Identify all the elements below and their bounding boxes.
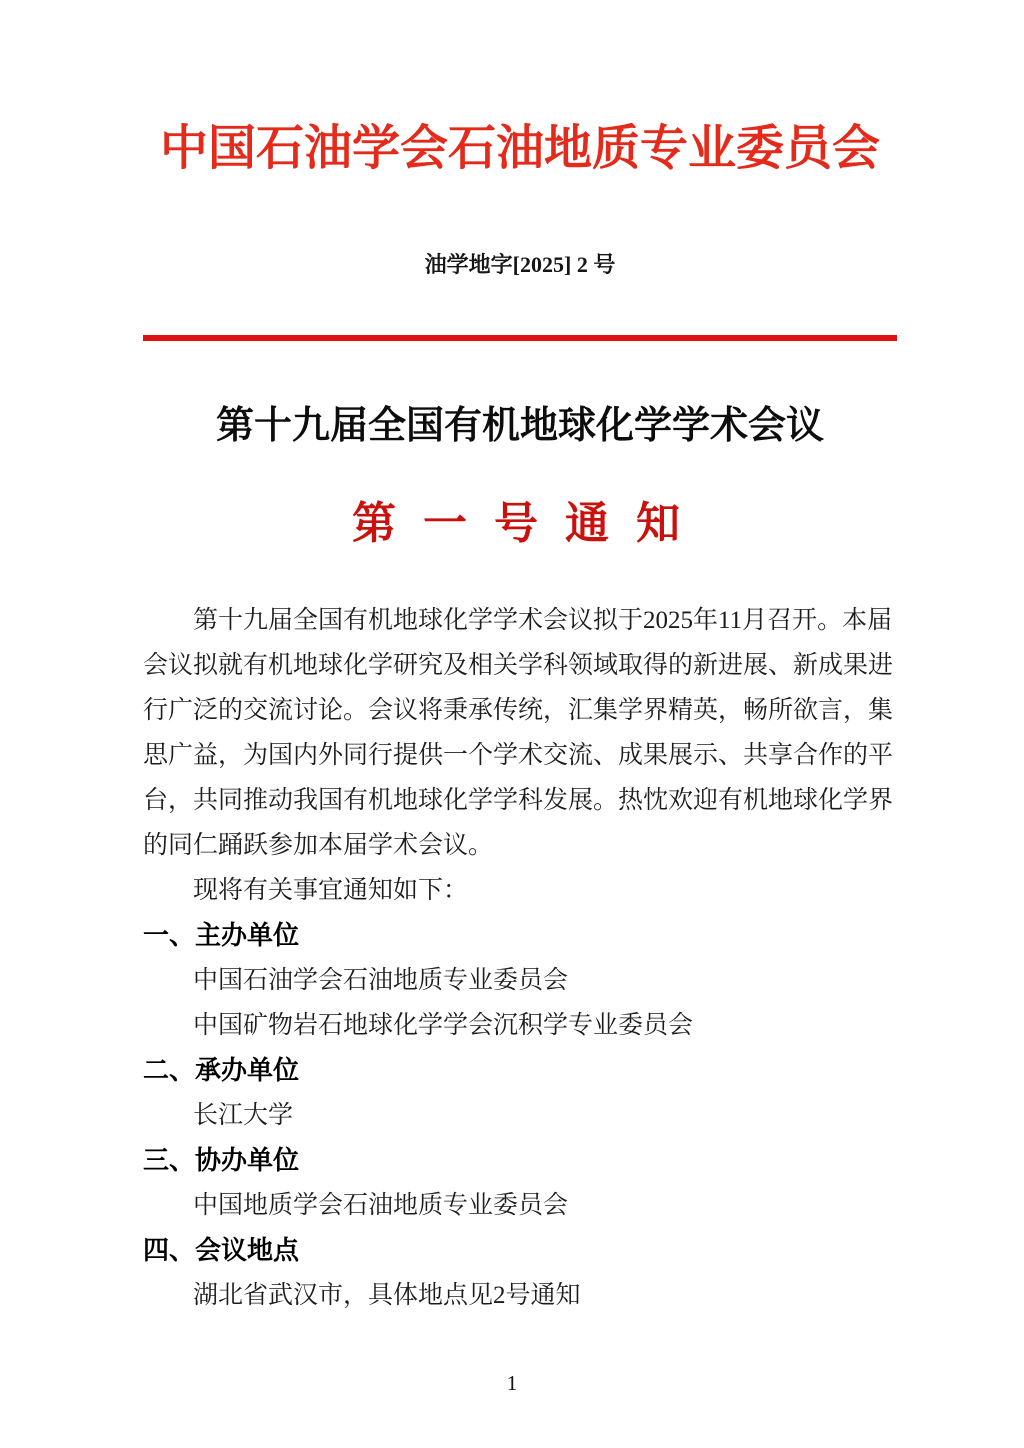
host-unit-item-1: 中国石油学会石油地质专业委员会 [193, 967, 569, 994]
intro-line-5: 台，共同推动我国有机地球化学学科发展。热忱欢迎有机地球化学界 [143, 787, 894, 814]
section-heading-venue: 四、会议地点 [143, 1235, 300, 1265]
conference-title: 第十九届全国有机地球化学学术会议 [215, 405, 824, 447]
venue-item-1: 湖北省武汉市，具体地点见2号通知 [193, 1282, 581, 1309]
intro-paragraph [143, 598, 897, 868]
section-heading-organizer: 二、承办单位 [143, 1055, 300, 1085]
intro-line-6: 的同仁踊跃参加本届学术会议。 [143, 832, 494, 859]
intro-line-1: 第十九届全国有机地球化学学术会议拟于2025年11月召开。本届 [193, 607, 893, 634]
section-organizer-units [143, 1048, 897, 1138]
coorganizer-unit-item-1: 中国地质学会石油地质专业委员会 [193, 1192, 569, 1219]
organization-title: 中国石油学会石油地质专业委员会 [159, 122, 880, 175]
section-host-units [143, 913, 897, 1048]
intro-line-2: 会议拟就有机地球化学研究及相关学科领域取得的新进展、新成果进 [143, 652, 894, 679]
section-coorganizer-units [143, 1138, 897, 1228]
intro-line-3: 行广泛的交流讨论。会议将秉承传统，汇集学界精英，畅所欲言，集 [143, 697, 894, 724]
section-venue [143, 1228, 897, 1318]
header-divider-line [143, 335, 897, 341]
organizer-unit-item-1: 长江大学 [193, 1102, 294, 1129]
section-heading-coorganizer: 三、协办单位 [143, 1145, 300, 1175]
page-number: 1 [506, 1371, 518, 1395]
section-heading-host: 一、主办单位 [143, 920, 300, 950]
document-number: 油学地字[2025] 2 号 [424, 252, 616, 277]
intro-line-4: 思广益，为国内外同行提供一个学术交流、成果展示、共享合作的平 [143, 742, 894, 769]
host-unit-item-2: 中国矿物岩石地球化学学会沉积学专业委员会 [193, 1012, 694, 1039]
notice-number-title: 第 一 号 通 知 [352, 499, 688, 548]
follow-up-line: 现将有关事宜通知如下： [193, 877, 469, 904]
